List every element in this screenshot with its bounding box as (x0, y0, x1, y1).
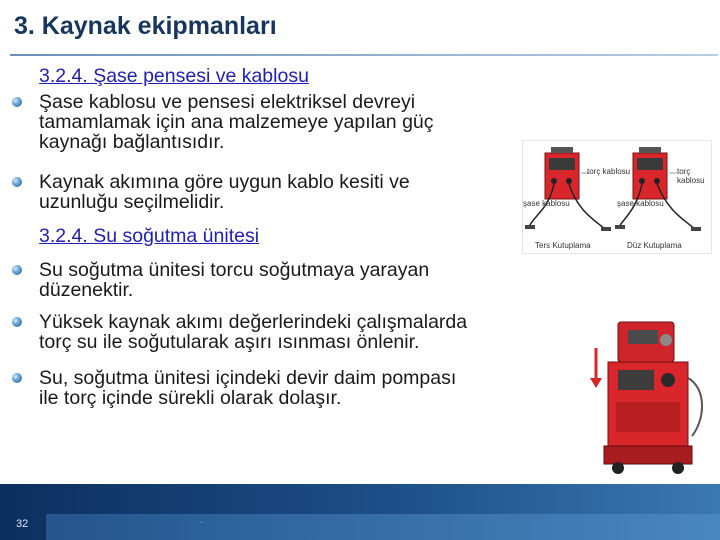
bullet-text-continuation: torç su ile soğutularak aşırı ısınması önlenir. (39, 331, 420, 353)
page-number: 32 (16, 518, 29, 530)
water-cooling-unit-image (588, 318, 712, 476)
bullet-text-continuation: tamamlamak için ana malzemeye yapılan güç (39, 111, 434, 133)
caption-direct-polarity: Düz Kutuplama (627, 241, 682, 250)
footer-band (46, 514, 720, 540)
bullet-icon (12, 317, 22, 327)
welding-machines-image (523, 141, 711, 253)
section-heading: 3.2.4. Su soğutma ünitesi (39, 225, 260, 247)
title-divider (10, 54, 718, 56)
bullet-icon (12, 265, 22, 275)
bullet-text: Yüksek kaynak akımı değerlerindeki çalışmalarda (39, 311, 468, 333)
bullet-text-continuation: ile torç içinde sürekli olarak dolaşır. (39, 387, 342, 409)
bullet-text: Su soğutma ünitesi torcu soğutmaya yarayan (39, 259, 430, 281)
bullet-text-continuation: düzenektir. (39, 279, 134, 301)
bullet-text-continuation: uzunluğu seçilmelidir. (39, 191, 225, 213)
bullet-text: Kaynak akımına göre uygun kablo kesiti ve (39, 171, 410, 193)
slide-title: 3. Kaynak ekipmanları (14, 12, 277, 40)
bullet-icon (12, 97, 22, 107)
section-heading: 3.2.4. Şase pensesi ve kablosu (39, 65, 309, 87)
bullet-icon (12, 373, 22, 383)
bullet-text: Şase kablosu ve pensesi elektriksel devreyi (39, 91, 416, 113)
water-cooling-unit-illustration (588, 318, 712, 476)
footer-bar (0, 484, 720, 540)
polarity-illustration (522, 140, 712, 254)
footer-dot: . (200, 516, 203, 525)
bullet-text: Su, soğutma ünitesi içindeki devir daim pompası (39, 367, 457, 389)
bullet-text-continuation: kaynağı bağlantısıdır. (39, 131, 225, 153)
bullet-icon (12, 177, 22, 187)
torch-cable-label-left: torç kablosu (587, 167, 631, 176)
ground-cable-label-right: şase kablosu (617, 199, 664, 208)
torch-cable-label-right: torç kablosu (677, 167, 705, 185)
caption-reverse-polarity: Ters Kutuplama (535, 241, 591, 250)
ground-cable-label-left: şase kablosu (523, 199, 570, 208)
